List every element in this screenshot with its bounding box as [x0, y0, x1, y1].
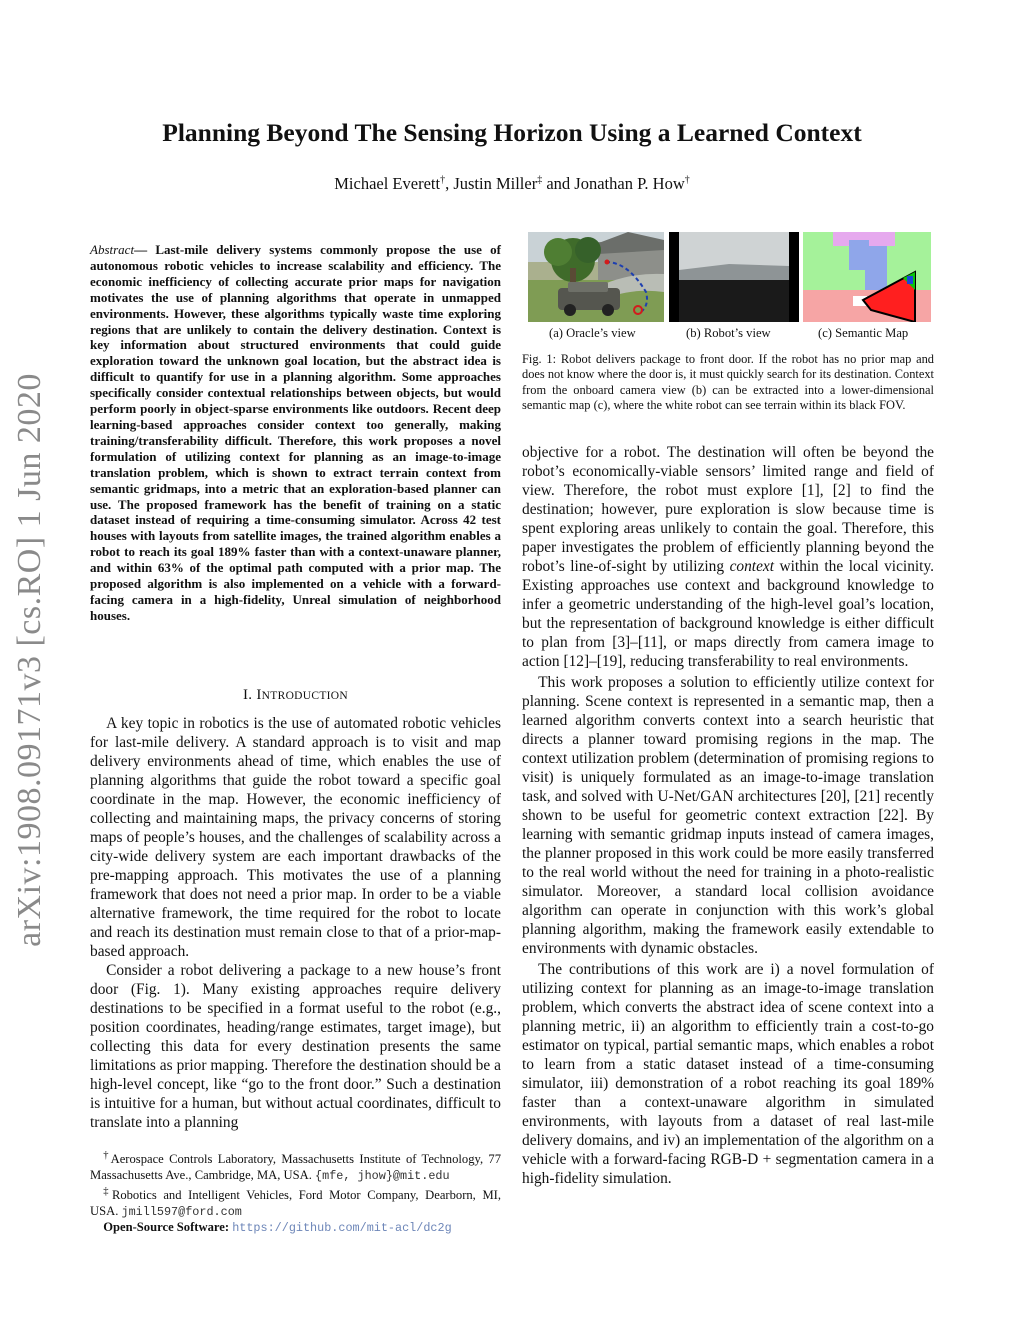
- abstract-label: Abstract: [90, 242, 135, 257]
- right-column: [522, 443, 934, 1188]
- abstract: [90, 242, 501, 624]
- right-paragraph-3: The contributions of this work are i) a novel formulation of utilizing context for planning as an image-to-image translation problem, which converts the abstract idea of scene context into a planning metric, ii) an algorithm to efficiently train a cost-to-go estimator on typical, partial semantic maps, which enables a robot to learn from a static dataset instead of a time-consuming simulator, iii) demonstration of a robot reaching its goal 189% faster than a context-unaware algorithm in simulated environments, with layouts from a dataset of real last-mile delivery domains, and iv) an implementation of the algorithm on a vehicle with a forward-facing RGB-D + segmentation camera in a high-fidelity simulation.: [522, 961, 934, 1187]
- affil-mark: †: [684, 174, 690, 186]
- footnotes: [90, 1148, 501, 1237]
- subcaption-c: (c) Semantic Map: [818, 326, 909, 340]
- paper-title: Planning Beyond The Sensing Horizon Using a Learned Context: [162, 118, 862, 147]
- figure-1: [522, 232, 934, 322]
- footnote-affiliation-mit: †Aerospace Controls Laboratory, Massachusetts Institute of Technology, 77 Massachusetts Ave., Cambridge, MA, USA. {mfe, jhow}@mit.edu: [90, 1150, 502, 1183]
- footnote-affiliation-ford: ‡Robotics and Intelligent Vehicles, Ford Motor Company, Dearborn, MI, USA. jmill597@ford.com: [90, 1186, 501, 1219]
- author-miller: , Justin Miller: [445, 174, 538, 193]
- footnote-open-source: Open-Source Software: https://github.com/mit-acl/dc2g: [103, 1220, 452, 1236]
- affil-mark: †: [440, 174, 446, 186]
- abstract-dash: —: [134, 242, 156, 257]
- caption-label: Fig. 1:: [522, 352, 561, 366]
- intro-paragraph-2: Consider a robot delivering a package to a new house’s front door (Fig. 1). Many existing approaches require delivery destinations to be specified in a format useful to the robot (e.g., position coordinates, heading/range estimates, target image), but collecting this data for every destination presents the same limitations as prior mapping. Therefore the destination should be a high-level concept, like “go to the front door.” Such a destination is intuitive for a human, but without actual coordinates, difficult to translate into a planning: [90, 962, 501, 1131]
- author-everett: Michael Everett: [334, 174, 441, 193]
- author-line: [0, 174, 1024, 194]
- subcaption-a: (a) Oracle’s view: [549, 326, 636, 340]
- arxiv-stamp: [4, 360, 56, 960]
- subcaption-b: (b) Robot’s view: [686, 326, 771, 340]
- semantic-map-image: [803, 232, 931, 322]
- oracle-view-image: [528, 232, 664, 322]
- right-paragraph-2: This work proposes a solution to efficiently utilize context for planning. Scene context is represented in a semantic map, then a learned algorithm converts context into a search heuristic that directs a planner toward promising regions in the map. The context utilization problem (determination of promising regions to visit) is uniquely formulated as an image-to-image translation task, and solved with U-Net/GAN architectures [20], [21] recently shown to be useful for geometric context extraction [22]. By learning with semantic gridmap inputs instead of camera images, the planner proposed in this work could be more easily transferred to the real world without the need for training in a photo-realistic simulator. Moreover, a standard local collision avoidance algorithm can operate in conjunction with this work’s global planning algorithm, making the framework easily extendable to environments with dynamic obstacles.: [522, 674, 934, 957]
- email-ford[interactable]: jmill597@ford.com: [121, 1204, 242, 1219]
- intro-paragraph-1: A key topic in robotics is the use of automated robotic vehicles for last-mile delivery. A standard approach is to visit and map delivery environments ahead of time, which enables the use of planning algorithms that guide the robot toward a specific goal coordinate in the map. However, the economic inefficiency of collecting and maintaining maps, the privacy concerns of storing maps of people’s houses, and the challenges of scalability across a city-wide delivery system are each important drawbacks of the pre-mapping approach. This motivates the use of a planning framework that does not need a prior map. In order to be a viable alternative framework, the time required for the robot to locate and reach its destination must remain close to that of a prior-map-based approach.: [90, 715, 501, 960]
- abstract-text: Last-mile delivery systems commonly propose the use of autonomous robotic vehicles to increase scalability and efficiency. The economic inefficiency of collecting accurate prior maps for navigation motivates the use of planning algorithms that operate in unmapped environments. However, these algorithms typically waste time exploring regions that are unlikely to contain the delivery destination. Context is key information about structured environments that could guide exploration toward the unknown goal location, but the abstract idea is difficult to quantify for use in a planning algorithm. Some approaches specifically consider contextual relationships between objects, but would perform poorly in object-sparse environments like outdoors. Recent deep learning-based approaches consider context too generally, making training/transferability difficult. Therefore, this work proposes a novel formulation of utilizing context for planning as an image-to-image translation problem, which is shown to extract terrain context from semantic gridmaps, into a metric that an exploration-based planner can use. The proposed framework has the benefit of training on a static dataset instead of requiring a time-consuming simulator. Across 42 test houses with layouts from satellite images, the trained algorithm enables a robot to reach its goal 189% faster than with a context-unaware planner, and within 63% of the optimal path computed with a prior map. The proposed algorithm is also implemented on a vehicle with a forward-facing camera in a high-fidelity, Unreal simulation of neighborhood houses.: [90, 242, 501, 623]
- email-mit[interactable]: {mfe, jhow}@mit.edu: [315, 1168, 450, 1183]
- caption-text: Robot delivers package to front door. If the robot has no prior map and does not know where the door is, it must quickly search for its destination. Context from the onboard camera view (b) can be extracted into a lower-dimensional semantic map (c), where the white robot can see terrain within its black FOV.: [522, 352, 934, 412]
- right-paragraph-1: objective for a robot. The destination will often be beyond the robot’s economically-viable sensors’ limited range and field of view. Therefore, the robot must explore [1], [2] to find the destination; however, pure exploration is slow because time is spent exploring areas unlikely to contain the goal. Therefore, this paper investigates the problem of efficiently planning beyond the robot’s line-of-sight by utilizing context within the local vicinity. Existing approaches use context and background knowledge to infer a geometric understanding of the high-level goal’s location, but the representation of background knowledge is either difficult to plan from [3]–[11], or maps directly from camera image to action [12]–[19], reducing transferability to real environments.: [522, 444, 934, 670]
- figure-1-caption: [522, 352, 934, 413]
- github-link[interactable]: https://github.com/mit-acl/dc2g: [232, 1221, 452, 1236]
- affil-mark: ‡: [537, 174, 543, 186]
- context-emphasis: context: [729, 558, 775, 575]
- section-heading-introduction: I. INTRODUCTION: [242, 687, 349, 703]
- robot-view-image: [669, 232, 799, 322]
- left-column: [90, 686, 501, 1132]
- arxiv-stamp-text: arXiv:1908.09171v3 [cs.RO] 1 Jun 2020: [11, 373, 49, 947]
- author-how: and Jonathan P. How: [542, 174, 685, 193]
